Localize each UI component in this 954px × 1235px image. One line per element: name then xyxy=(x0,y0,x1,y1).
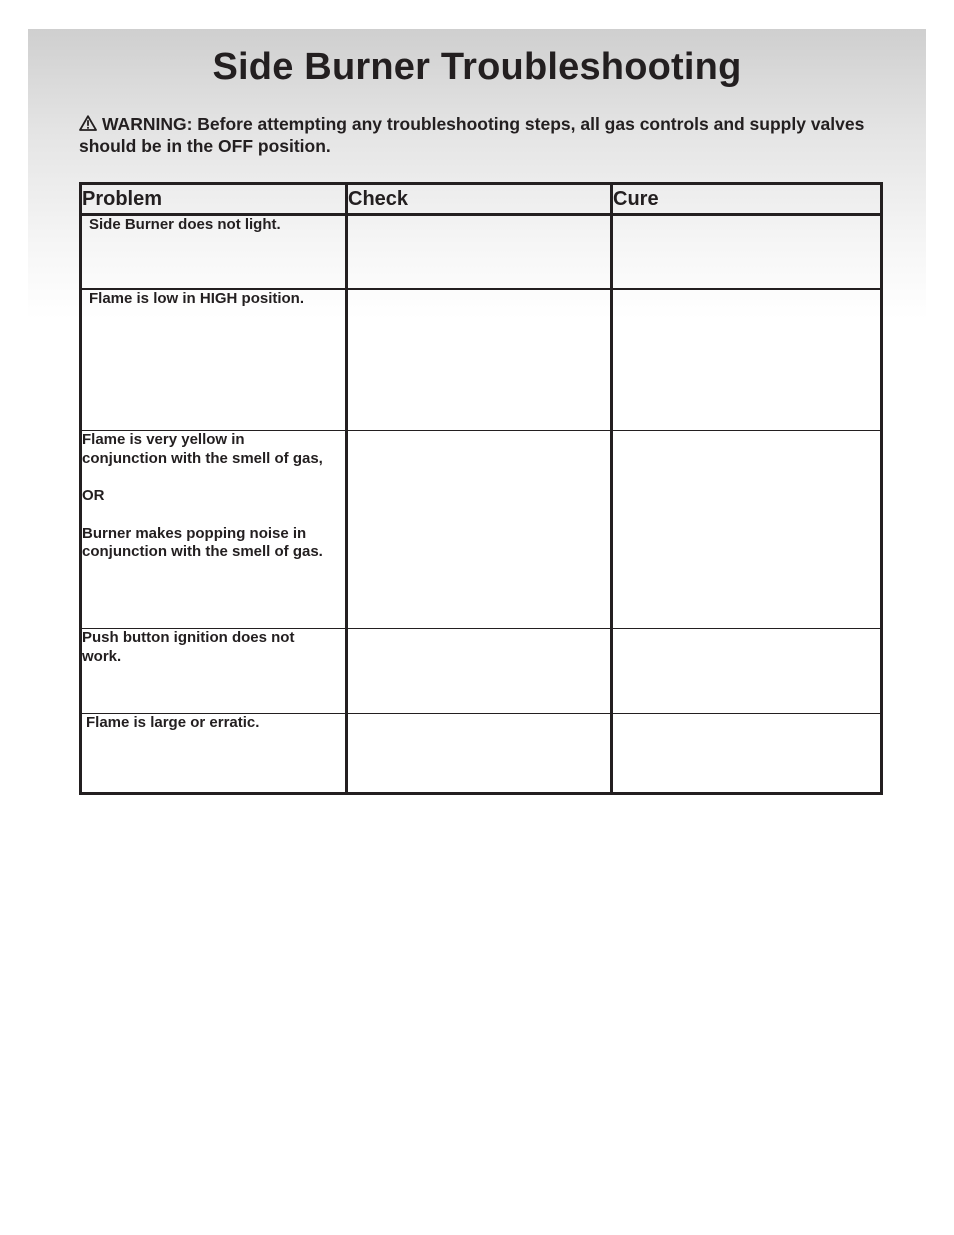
check-cell xyxy=(347,431,612,629)
problem-cell xyxy=(81,714,347,794)
problem-text: Burner makes popping noise in conjunction with the smell of gas. xyxy=(82,524,323,560)
problem-text: Flame is very yellow in conjunction with the smell of gas, xyxy=(82,431,323,467)
table-header-row xyxy=(81,184,882,215)
check-cell xyxy=(347,289,612,431)
check-cell xyxy=(347,215,612,289)
check-cell xyxy=(347,714,612,794)
table-row xyxy=(81,215,882,289)
column-header-problem: Problem xyxy=(81,184,347,215)
cure-cell xyxy=(612,629,882,714)
problem-cell xyxy=(81,215,347,289)
problem-text: Flame is low in HIGH position. xyxy=(89,289,305,307)
problem-cell xyxy=(81,431,347,629)
problem-cell xyxy=(81,629,347,714)
warning-text: WARNING: Before attempting any troubleshooting steps, all gas controls and supply valves should be in the OFF position. xyxy=(79,114,865,156)
column-header-check: Check xyxy=(347,184,612,215)
troubleshooting-table xyxy=(79,182,883,795)
problem-text: Push button ignition does not work. xyxy=(82,629,295,665)
table-row xyxy=(81,714,882,794)
problem-cell xyxy=(81,289,347,431)
table-row xyxy=(81,289,882,431)
warning-notice xyxy=(79,113,879,157)
table-row xyxy=(81,431,882,629)
check-cell xyxy=(347,629,612,714)
warning-triangle-icon xyxy=(79,115,97,131)
page-title: Side Burner Troubleshooting xyxy=(212,46,742,88)
cure-cell xyxy=(612,431,882,629)
cure-cell xyxy=(612,714,882,794)
table-row xyxy=(81,629,882,714)
problem-text: Side Burner does not light. xyxy=(89,216,281,233)
cure-cell xyxy=(612,215,882,289)
column-header-cure: Cure xyxy=(612,184,882,215)
cure-cell xyxy=(612,289,882,431)
problem-text: Flame is large or erratic. xyxy=(86,714,260,731)
problem-or-text: OR xyxy=(82,487,105,504)
